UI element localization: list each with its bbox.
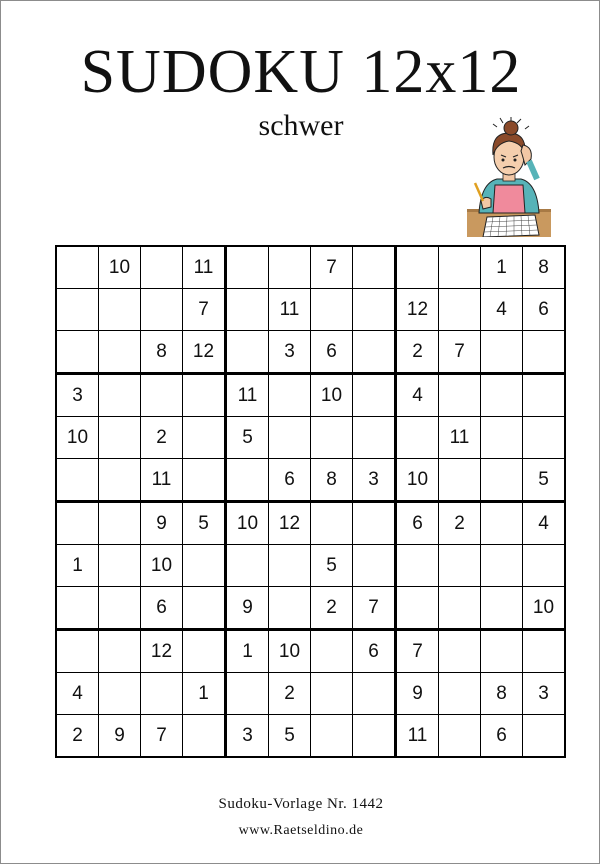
grid-cell: 10	[269, 630, 311, 673]
grid-cell[interactable]	[226, 289, 269, 331]
grid-cell[interactable]	[523, 374, 566, 417]
grid-row	[56, 630, 565, 673]
grid-cell[interactable]	[439, 673, 481, 715]
grid-cell: 6	[481, 715, 523, 758]
grid-cell[interactable]	[481, 331, 523, 374]
grid-cell: 9	[99, 715, 141, 758]
grid-cell: 5	[523, 459, 566, 502]
grid-cell[interactable]	[141, 673, 183, 715]
grid-cell: 4	[396, 374, 439, 417]
grid-cell: 5	[311, 545, 353, 587]
grid-cell[interactable]	[141, 374, 183, 417]
grid-cell[interactable]	[226, 545, 269, 587]
grid-cell: 9	[396, 673, 439, 715]
grid-cell[interactable]	[523, 331, 566, 374]
sudoku-grid	[55, 245, 566, 758]
website-label: www.Raetseldino.de	[238, 823, 364, 838]
grid-cell[interactable]	[183, 715, 226, 758]
grid-cell[interactable]	[439, 246, 481, 289]
grid-row	[56, 715, 565, 758]
grid-cell[interactable]	[269, 246, 311, 289]
grid-cell[interactable]	[439, 374, 481, 417]
grid-cell[interactable]	[183, 545, 226, 587]
grid-cell: 3	[523, 673, 566, 715]
grid-cell: 3	[226, 715, 269, 758]
grid-cell: 9	[226, 587, 269, 630]
grid-cell: 10	[141, 545, 183, 587]
grid-cell: 7	[183, 289, 226, 331]
grid-cell: 7	[353, 587, 396, 630]
grid-cell: 3	[56, 374, 99, 417]
grid-cell[interactable]	[141, 289, 183, 331]
grid-cell[interactable]	[481, 587, 523, 630]
grid-cell[interactable]	[269, 374, 311, 417]
grid-cell[interactable]	[99, 417, 141, 459]
grid-cell: 2	[396, 331, 439, 374]
grid-cell[interactable]	[99, 587, 141, 630]
grid-cell[interactable]	[523, 630, 566, 673]
grid-cell: 12	[183, 331, 226, 374]
grid-cell: 6	[311, 331, 353, 374]
grid-cell[interactable]	[99, 289, 141, 331]
grid-cell[interactable]	[183, 587, 226, 630]
grid-cell: 10	[311, 374, 353, 417]
grid-cell: 11	[269, 289, 311, 331]
grid-cell: 11	[439, 417, 481, 459]
grid-cell[interactable]	[523, 715, 566, 758]
template-number-label: Sudoku-Vorlage Nr. 1442	[218, 796, 384, 812]
grid-cell[interactable]	[311, 630, 353, 673]
grid-row	[56, 289, 565, 331]
grid-cell: 12	[269, 502, 311, 545]
grid-cell: 11	[183, 246, 226, 289]
grid-row	[56, 246, 565, 289]
grid-cell[interactable]	[99, 630, 141, 673]
grid-cell: 1	[56, 545, 99, 587]
grid-cell[interactable]	[183, 630, 226, 673]
grid-cell[interactable]	[311, 417, 353, 459]
grid-cell[interactable]	[183, 459, 226, 502]
grid-cell: 7	[396, 630, 439, 673]
grid-cell: 12	[141, 630, 183, 673]
grid-row	[56, 673, 565, 715]
grid-cell: 6	[141, 587, 183, 630]
grid-cell: 9	[141, 502, 183, 545]
grid-cell: 5	[183, 502, 226, 545]
grid-cell: 8	[523, 246, 566, 289]
grid-cell[interactable]	[523, 417, 566, 459]
grid-cell[interactable]	[481, 374, 523, 417]
grid-cell[interactable]	[396, 417, 439, 459]
grid-cell[interactable]	[226, 673, 269, 715]
grid-row	[56, 545, 565, 587]
frustrated-woman-solving-sudoku-icon	[467, 117, 551, 237]
grid-row	[56, 374, 565, 417]
grid-cell[interactable]	[99, 673, 141, 715]
grid-cell: 5	[269, 715, 311, 758]
grid-cell: 10	[226, 502, 269, 545]
grid-row	[56, 331, 565, 374]
grid-cell[interactable]	[56, 630, 99, 673]
grid-cell[interactable]	[353, 289, 396, 331]
grid-cell: 4	[56, 673, 99, 715]
grid-cell[interactable]	[226, 459, 269, 502]
grid-cell[interactable]	[439, 289, 481, 331]
grid-cell: 2	[56, 715, 99, 758]
grid-cell[interactable]	[353, 331, 396, 374]
grid-cell: 5	[226, 417, 269, 459]
grid-cell: 2	[439, 502, 481, 545]
grid-cell[interactable]	[439, 459, 481, 502]
grid-cell: 11	[226, 374, 269, 417]
grid-cell: 8	[141, 331, 183, 374]
grid-cell[interactable]	[396, 246, 439, 289]
grid-cell: 8	[311, 459, 353, 502]
grid-cell[interactable]	[439, 715, 481, 758]
grid-cell[interactable]	[353, 545, 396, 587]
grid-row	[56, 587, 565, 630]
grid-cell: 4	[523, 502, 566, 545]
grid-cell: 6	[353, 630, 396, 673]
grid-cell: 3	[353, 459, 396, 502]
grid-cell[interactable]	[183, 374, 226, 417]
grid-cell[interactable]	[56, 289, 99, 331]
grid-cell: 11	[141, 459, 183, 502]
difficulty-label: schwer	[258, 109, 344, 142]
grid-row	[56, 502, 565, 545]
grid-cell[interactable]	[269, 545, 311, 587]
grid-cell[interactable]	[226, 331, 269, 374]
grid-cell: 4	[481, 289, 523, 331]
grid-cell[interactable]	[439, 545, 481, 587]
grid-row	[56, 459, 565, 502]
grid-cell[interactable]	[56, 459, 99, 502]
grid-cell[interactable]	[311, 502, 353, 545]
page-title: SUDOKU 12x12	[80, 38, 522, 106]
grid-cell[interactable]	[481, 459, 523, 502]
grid-cell: 1	[226, 630, 269, 673]
grid-cell[interactable]	[141, 246, 183, 289]
grid-row	[56, 417, 565, 459]
grid-cell: 1	[183, 673, 226, 715]
grid-cell: 10	[99, 246, 141, 289]
grid-cell: 8	[481, 673, 523, 715]
grid-cell: 2	[269, 673, 311, 715]
grid-cell[interactable]	[439, 587, 481, 630]
grid-cell: 6	[396, 502, 439, 545]
grid-cell: 10	[396, 459, 439, 502]
grid-cell[interactable]	[396, 587, 439, 630]
grid-cell: 7	[141, 715, 183, 758]
grid-cell[interactable]	[481, 502, 523, 545]
grid-cell: 2	[311, 587, 353, 630]
grid-cell[interactable]	[56, 587, 99, 630]
grid-cell[interactable]	[439, 630, 481, 673]
grid-cell: 3	[269, 331, 311, 374]
grid-cell[interactable]	[523, 545, 566, 587]
grid-cell[interactable]	[99, 502, 141, 545]
grid-cell[interactable]	[183, 417, 226, 459]
grid-cell[interactable]	[269, 587, 311, 630]
grid-cell[interactable]	[99, 545, 141, 587]
grid-cell[interactable]	[353, 374, 396, 417]
grid-cell[interactable]	[353, 417, 396, 459]
grid-cell[interactable]	[226, 246, 269, 289]
grid-cell: 7	[439, 331, 481, 374]
grid-cell[interactable]	[56, 246, 99, 289]
grid-cell[interactable]	[56, 502, 99, 545]
grid-cell[interactable]	[99, 331, 141, 374]
grid-cell: 10	[56, 417, 99, 459]
grid-cell: 6	[523, 289, 566, 331]
grid-cell[interactable]	[353, 502, 396, 545]
grid-cell[interactable]	[481, 545, 523, 587]
grid-cell: 7	[311, 246, 353, 289]
grid-cell[interactable]	[353, 673, 396, 715]
grid-cell[interactable]	[396, 545, 439, 587]
grid-cell[interactable]	[481, 417, 523, 459]
grid-cell: 10	[523, 587, 566, 630]
grid-cell[interactable]	[353, 715, 396, 758]
grid-cell: 2	[141, 417, 183, 459]
grid-cell[interactable]	[56, 331, 99, 374]
grid-cell: 6	[269, 459, 311, 502]
grid-cell[interactable]	[311, 289, 353, 331]
grid-cell[interactable]	[311, 715, 353, 758]
grid-cell[interactable]	[311, 673, 353, 715]
grid-cell[interactable]	[99, 459, 141, 502]
grid-cell: 12	[396, 289, 439, 331]
grid-cell[interactable]	[481, 630, 523, 673]
grid-cell[interactable]	[269, 417, 311, 459]
grid-cell: 1	[481, 246, 523, 289]
grid-cell[interactable]	[353, 246, 396, 289]
grid-cell: 11	[396, 715, 439, 758]
grid-cell[interactable]	[99, 374, 141, 417]
